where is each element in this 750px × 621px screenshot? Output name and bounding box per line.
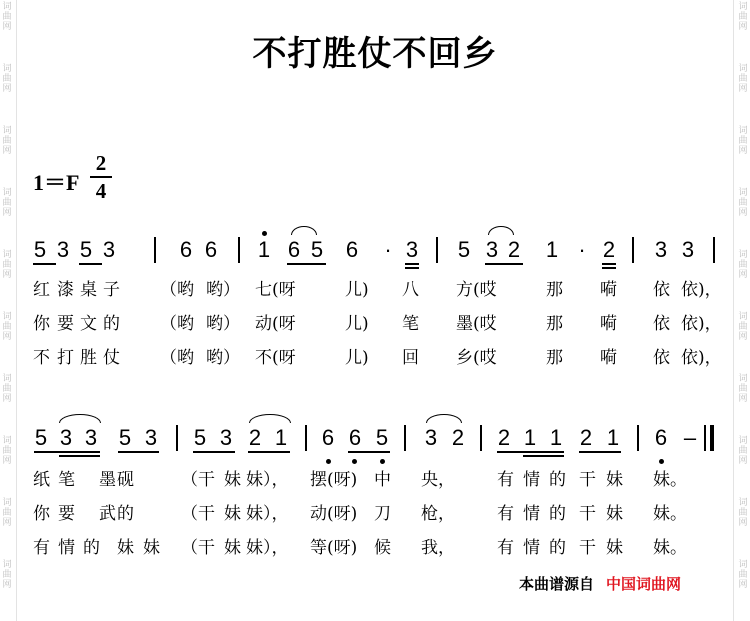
watermark-char: 词 xyxy=(2,498,12,508)
barline xyxy=(176,425,178,451)
lyric-syllable: 嗬 xyxy=(600,280,617,300)
note: 3 xyxy=(59,425,73,450)
note: 2 xyxy=(497,425,511,450)
watermark-char: 词 xyxy=(738,188,748,198)
note: 2 xyxy=(602,237,616,262)
lyric-syllable: 刀 xyxy=(374,504,391,524)
note: 5 xyxy=(33,237,47,262)
credit-text: 本曲谱源自 xyxy=(519,575,595,593)
lyric-syllable: 有 xyxy=(497,538,514,558)
lyric-syllable: 嗬 xyxy=(600,348,617,368)
watermark-char: 曲 xyxy=(2,446,12,456)
lyric-syllable: 漆 xyxy=(57,280,74,300)
watermark-char: 词 xyxy=(2,126,12,136)
lyric-syllable: 的 xyxy=(549,538,566,558)
lyric-syllable: 儿) xyxy=(345,348,369,368)
note: 3 xyxy=(144,425,158,450)
lyric-syllable: 你 xyxy=(33,504,50,524)
lyric-syllable: 情 xyxy=(523,470,540,490)
lyric-syllable: 依)， xyxy=(681,348,722,368)
watermark-char: 词 xyxy=(2,436,12,446)
watermark-char: 词 xyxy=(738,560,748,570)
note: 3 xyxy=(405,237,419,262)
lyric-syllable: 情 xyxy=(58,538,75,558)
lyric-syllable: 妹 xyxy=(224,470,241,490)
note: 6 xyxy=(179,237,193,262)
lyric-syllable: 妹 xyxy=(117,538,134,558)
lyric-syllable: 干 xyxy=(579,504,596,524)
lyric-syllable: 的 xyxy=(549,470,566,490)
watermark-char: 网 xyxy=(738,270,748,280)
lyric-syllable: 的 xyxy=(117,504,134,524)
lyric-syllable: 的 xyxy=(83,538,100,558)
lyric-syllable: 那 xyxy=(546,314,563,334)
note: 3 xyxy=(84,425,98,450)
lyric-syllable: 儿) xyxy=(345,314,369,334)
lyric-syllable: 枪， xyxy=(421,504,455,524)
lyric-syllable: 七(呀 xyxy=(255,280,296,300)
lyric-syllable: （干 xyxy=(181,470,215,490)
lyric-syllable: 妹）， xyxy=(246,470,289,490)
eighth-underline xyxy=(193,451,235,453)
watermark-char: 网 xyxy=(2,394,12,404)
watermark-char: 曲 xyxy=(738,322,748,332)
lyric-syllable: （哟 xyxy=(160,314,194,334)
note: 1 xyxy=(257,237,271,262)
slur xyxy=(59,414,101,423)
lyric-syllable: 哟） xyxy=(206,314,240,334)
dot-augmentation: · xyxy=(578,237,586,262)
lyric-syllable: 有 xyxy=(497,470,514,490)
watermark-char: 词 xyxy=(738,126,748,136)
lyric-syllable: 动(呀) xyxy=(310,504,358,524)
lyric-syllable: 你 xyxy=(33,314,50,334)
lyric-syllable: 笔 xyxy=(402,314,419,334)
lyric-syllable: 纸 xyxy=(33,470,50,490)
slur xyxy=(426,414,462,423)
note: 1 xyxy=(606,425,620,450)
watermark-char: 网 xyxy=(738,580,748,590)
octave-low-dot xyxy=(380,459,385,464)
watermark-char: 网 xyxy=(738,394,748,404)
note: 3 xyxy=(681,237,695,262)
lyric-syllable: 依 xyxy=(653,280,670,300)
note: 1 xyxy=(549,425,563,450)
barline xyxy=(480,425,482,451)
lyric-syllable: 依)， xyxy=(681,314,722,334)
sustain-dash: – xyxy=(683,425,697,450)
lyric-syllable: 仗 xyxy=(103,348,120,368)
lyric-syllable: 哟） xyxy=(206,348,240,368)
lyric-syllable: （干 xyxy=(181,504,215,524)
lyric-syllable: （哟 xyxy=(160,348,194,368)
watermark-char: 曲 xyxy=(2,570,12,580)
note: 5 xyxy=(79,237,93,262)
lyric-syllable: 等(呀) xyxy=(310,538,358,558)
watermark-char: 曲 xyxy=(2,136,12,146)
note: 6 xyxy=(204,237,218,262)
lyric-syllable: 的 xyxy=(549,504,566,524)
note: 2 xyxy=(507,237,521,262)
lyric-syllable: 妹 xyxy=(606,538,623,558)
lyric-syllable: 乡(哎 xyxy=(456,348,497,368)
credit-brand-link[interactable]: 中国词曲网 xyxy=(606,575,682,593)
note: 3 xyxy=(219,425,233,450)
note: 2 xyxy=(579,425,593,450)
watermark-char: 词 xyxy=(2,560,12,570)
lyric-syllable: 依 xyxy=(653,314,670,334)
note: 5 xyxy=(310,237,324,262)
lyric-syllable: 回 xyxy=(402,348,419,368)
note: 3 xyxy=(485,237,499,262)
lyric-syllable: 摆(呀) xyxy=(310,470,358,490)
eighth-underline xyxy=(348,451,390,453)
note: 2 xyxy=(451,425,465,450)
watermark-char: 曲 xyxy=(738,508,748,518)
lyric-syllable: 干 xyxy=(579,470,596,490)
lyric-syllable: 有 xyxy=(33,538,50,558)
watermark-char: 网 xyxy=(738,146,748,156)
lyric-syllable: 央， xyxy=(421,470,455,490)
watermark-char: 曲 xyxy=(2,74,12,84)
lyric-syllable: 文 xyxy=(80,314,97,334)
slur xyxy=(249,414,291,423)
watermark-char: 网 xyxy=(2,146,12,156)
watermark-char: 网 xyxy=(2,208,12,218)
watermark-char: 词 xyxy=(738,374,748,384)
lyric-syllable: 不 xyxy=(33,348,50,368)
watermark-char: 词 xyxy=(2,250,12,260)
lyric-syllable: 那 xyxy=(546,348,563,368)
octave-low-dot xyxy=(659,459,664,464)
eighth-underline xyxy=(248,451,290,453)
watermark-char: 曲 xyxy=(738,12,748,22)
lyric-syllable: 笔 xyxy=(58,470,75,490)
lyric-syllable: 中 xyxy=(374,470,391,490)
watermark-char: 网 xyxy=(738,518,748,528)
watermark-char: 曲 xyxy=(738,136,748,146)
note: 1 xyxy=(545,237,559,262)
watermark-char: 词 xyxy=(2,312,12,322)
song-title: 不打胜仗不回乡 xyxy=(252,34,498,74)
lyric-syllable: 子 xyxy=(103,280,120,300)
note: 1 xyxy=(523,425,537,450)
octave-low-dot xyxy=(352,459,357,464)
watermark-char: 网 xyxy=(2,270,12,280)
barline xyxy=(305,425,307,451)
eighth-underline xyxy=(34,451,100,453)
watermark-char: 词 xyxy=(738,436,748,446)
lyric-syllable: 八 xyxy=(402,280,419,300)
note: 6 xyxy=(287,237,301,262)
lyric-syllable: 的 xyxy=(103,314,120,334)
watermark-char: 网 xyxy=(2,518,12,528)
watermark-char: 网 xyxy=(2,580,12,590)
watermark-char: 词 xyxy=(738,2,748,12)
note: 6 xyxy=(348,425,362,450)
sixteenth-underline xyxy=(523,455,564,457)
note: 6 xyxy=(654,425,668,450)
note: 6 xyxy=(345,237,359,262)
lyric-syllable: 武 xyxy=(99,504,116,524)
watermark-char: 网 xyxy=(2,84,12,94)
lyric-syllable: 我， xyxy=(421,538,455,558)
watermark-char: 曲 xyxy=(2,322,12,332)
lyric-syllable: 妹 xyxy=(224,504,241,524)
eighth-underline xyxy=(497,451,564,453)
watermark-char: 曲 xyxy=(738,198,748,208)
lyric-syllable: 依)， xyxy=(681,280,722,300)
note: 5 xyxy=(118,425,132,450)
lyric-syllable: 依 xyxy=(653,348,670,368)
lyric-syllable: 那 xyxy=(546,280,563,300)
lyric-syllable: 动(呀 xyxy=(255,314,296,334)
lyric-syllable: 墨(哎 xyxy=(456,314,497,334)
lyric-syllable: 情 xyxy=(523,504,540,524)
dot-augmentation: · xyxy=(384,237,392,262)
watermark-char: 网 xyxy=(738,456,748,466)
lyric-syllable: 妹。 xyxy=(653,538,687,558)
note: 1 xyxy=(274,425,288,450)
lyric-syllable: 妹 xyxy=(224,538,241,558)
lyric-syllable: 妹 xyxy=(143,538,160,558)
watermark-char: 词 xyxy=(738,250,748,260)
watermark-char: 词 xyxy=(738,312,748,322)
lyric-syllable: 砚 xyxy=(117,470,134,490)
lyric-syllable: 要 xyxy=(57,314,74,334)
lyric-syllable: 干 xyxy=(579,538,596,558)
watermark-char: 网 xyxy=(2,456,12,466)
watermark-char: 词 xyxy=(738,64,748,74)
lyric-syllable: 有 xyxy=(497,504,514,524)
lyric-syllable: 红 xyxy=(33,280,50,300)
lyric-syllable: 妹。 xyxy=(653,470,687,490)
note: 3 xyxy=(56,237,70,262)
watermark-char: 网 xyxy=(738,208,748,218)
watermark-char: 曲 xyxy=(738,446,748,456)
lyric-syllable: 妹）， xyxy=(246,538,289,558)
watermark-char: 曲 xyxy=(738,570,748,580)
eighth-underline xyxy=(579,451,621,453)
note: 5 xyxy=(457,237,471,262)
lyric-syllable: （干 xyxy=(181,538,215,558)
lyric-syllable: 打 xyxy=(57,348,74,368)
sixteenth-underline xyxy=(59,455,100,457)
meter-top: 2 xyxy=(95,151,107,175)
lyric-syllable: 桌 xyxy=(80,280,97,300)
lyric-syllable: 妹。 xyxy=(653,504,687,524)
watermark-char: 词 xyxy=(2,188,12,198)
lyric-syllable: 妹 xyxy=(606,470,623,490)
watermark-char: 曲 xyxy=(2,508,12,518)
lyric-syllable: 哟） xyxy=(206,280,240,300)
watermark-char: 曲 xyxy=(738,74,748,84)
watermark-char: 曲 xyxy=(738,384,748,394)
watermark-char: 网 xyxy=(738,22,748,32)
lyric-syllable: 妹）， xyxy=(246,504,289,524)
note: 6 xyxy=(321,425,335,450)
barline xyxy=(404,425,406,451)
note: 3 xyxy=(654,237,668,262)
eighth-underline xyxy=(118,451,159,453)
octave-low-dot xyxy=(326,459,331,464)
note: 2 xyxy=(248,425,262,450)
lyric-syllable: 不(呀 xyxy=(255,348,296,368)
watermark-char: 词 xyxy=(2,2,12,12)
watermark-char: 曲 xyxy=(2,198,12,208)
watermark-char: 网 xyxy=(2,22,12,32)
watermark-char: 网 xyxy=(738,84,748,94)
lyric-syllable: 方(哎 xyxy=(456,280,497,300)
note: 3 xyxy=(102,237,116,262)
note: 5 xyxy=(193,425,207,450)
lyric-syllable: 情 xyxy=(523,538,540,558)
barline xyxy=(637,425,639,451)
final-barline-thin xyxy=(704,425,706,451)
watermark-char: 网 xyxy=(2,332,12,342)
watermark-char: 词 xyxy=(738,498,748,508)
watermark-char: 词 xyxy=(2,374,12,384)
lyric-syllable: 要 xyxy=(58,504,75,524)
note: 5 xyxy=(34,425,48,450)
meter-bottom: 4 xyxy=(95,179,107,203)
source-credit xyxy=(519,573,681,594)
watermark-char: 曲 xyxy=(2,12,12,22)
key-signature: 1＝F xyxy=(33,170,80,195)
lyric-syllable: 候 xyxy=(374,538,391,558)
watermark-char: 曲 xyxy=(2,260,12,270)
watermark-char: 网 xyxy=(738,332,748,342)
note: 5 xyxy=(375,425,389,450)
lyric-syllable: 嗬 xyxy=(600,314,617,334)
final-barline-thick xyxy=(710,425,714,451)
lyric-syllable: 墨 xyxy=(99,470,116,490)
lyric-syllable: （哟 xyxy=(160,280,194,300)
lyric-syllable: 胜 xyxy=(80,348,97,368)
lyric-syllable: 妹 xyxy=(606,504,623,524)
watermark-char: 曲 xyxy=(738,260,748,270)
lyric-syllable: 儿) xyxy=(345,280,369,300)
watermark-char: 曲 xyxy=(2,384,12,394)
note: 3 xyxy=(424,425,438,450)
watermark-char: 词 xyxy=(2,64,12,74)
